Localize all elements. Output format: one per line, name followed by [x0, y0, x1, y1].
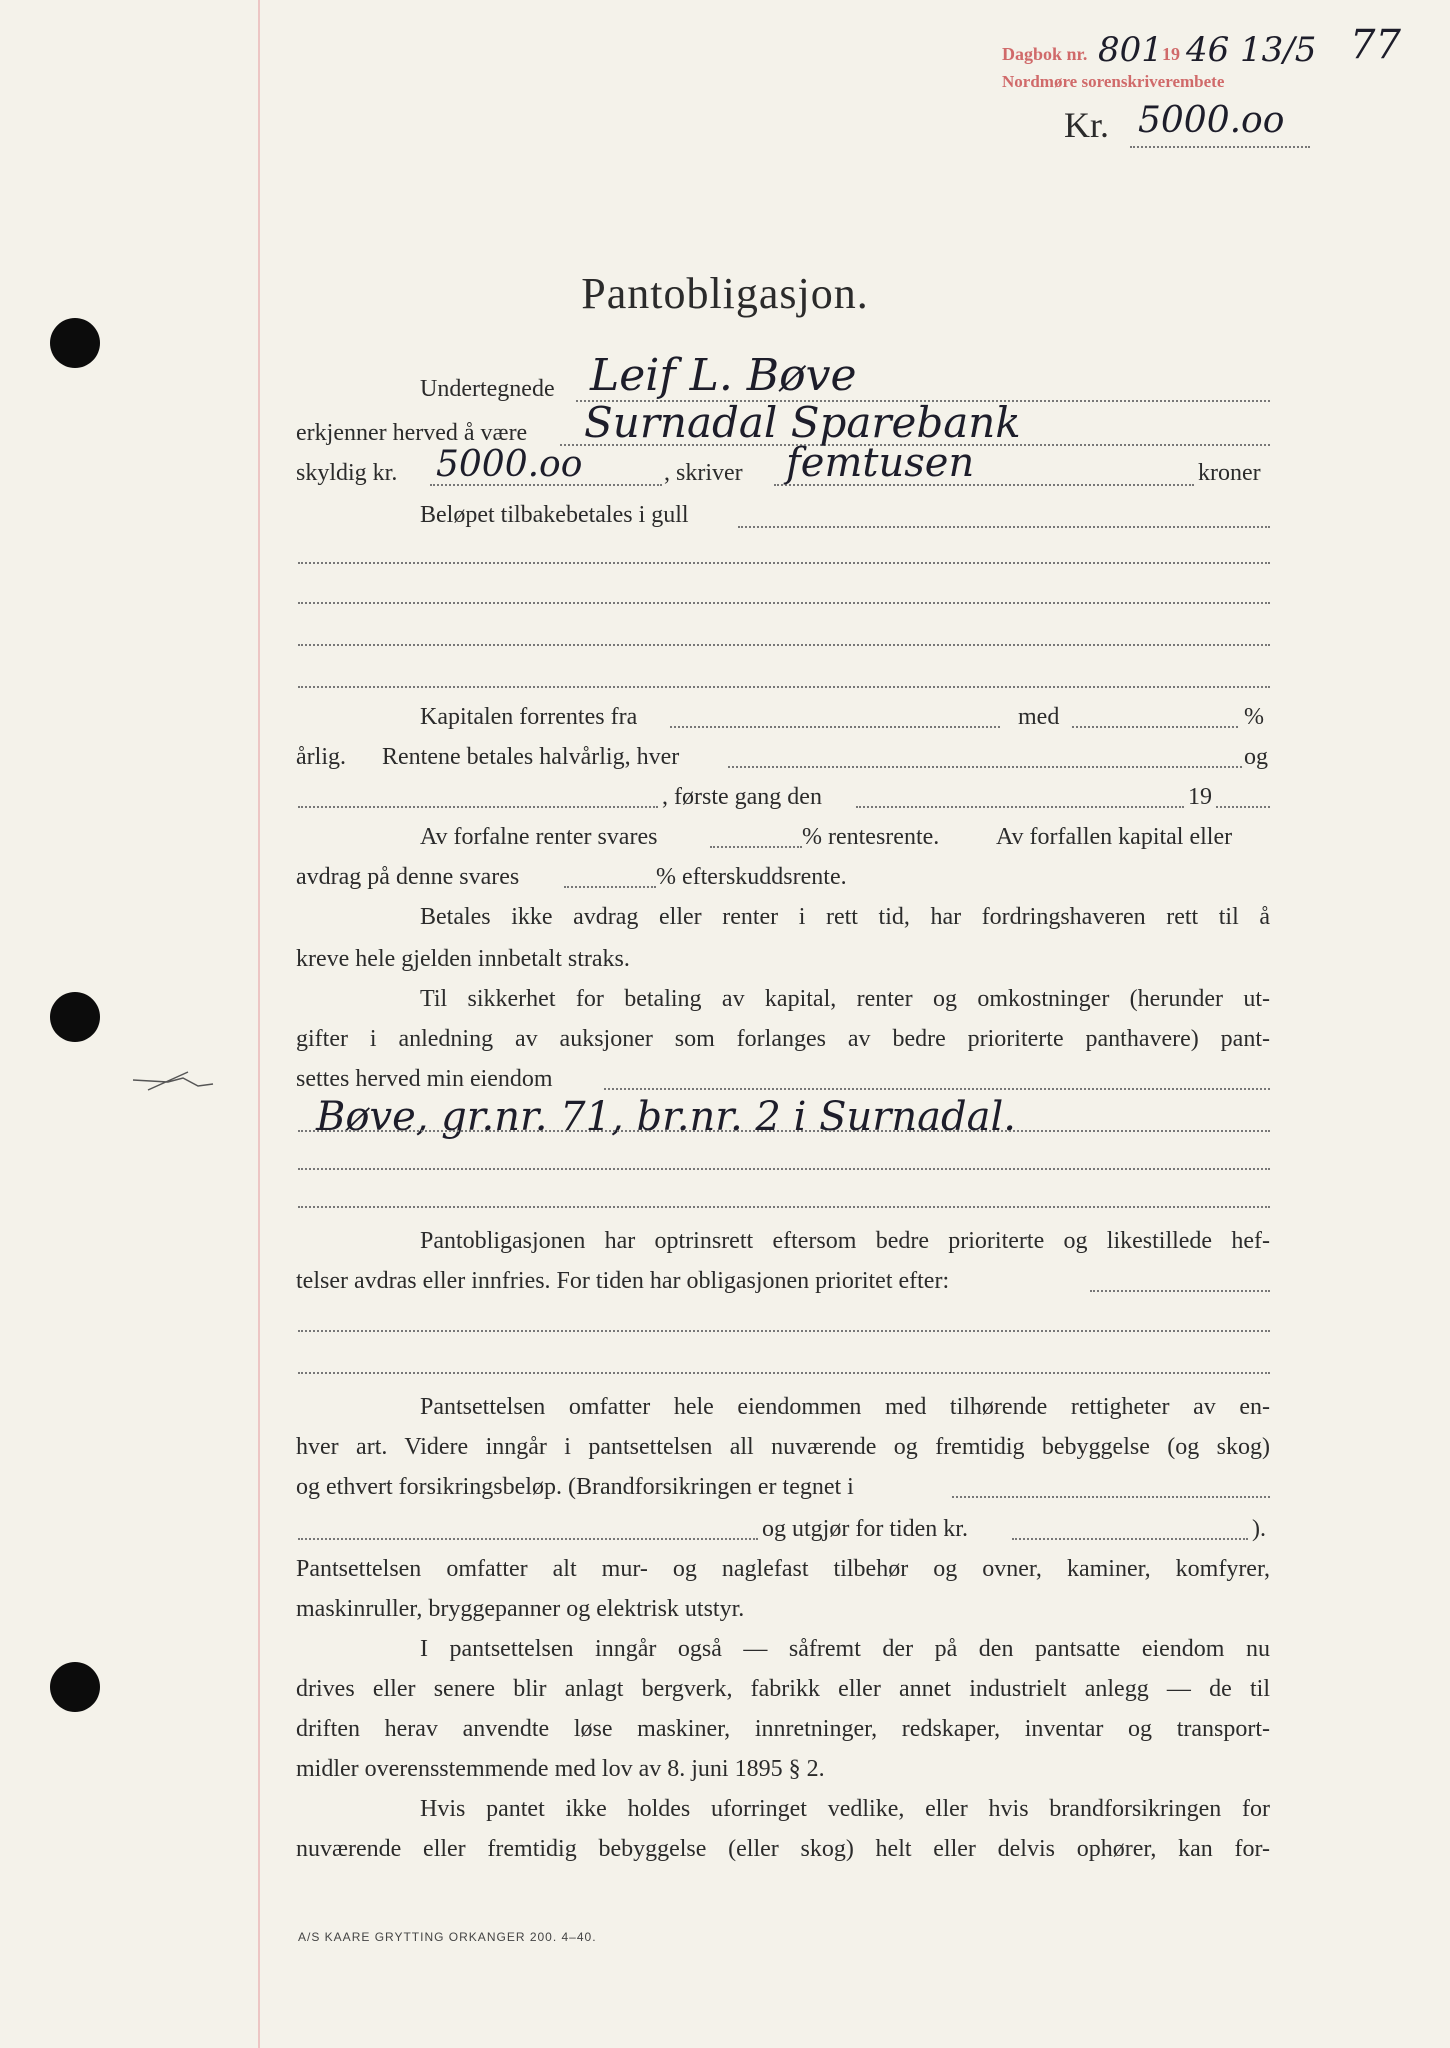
punch-hole: [50, 1662, 100, 1712]
av-forfallen-label: Av forfallen kapital eller: [996, 824, 1233, 850]
kr-amount: 5000.oo: [1138, 100, 1285, 141]
page-number: 77: [1350, 22, 1401, 68]
skyldig-label: skyldig kr.: [296, 460, 398, 486]
utgjor-label: og utgjør for tiden kr.: [762, 1516, 968, 1542]
court-stamp: Nordmøre sorenskriverembete: [1002, 72, 1225, 91]
creditor-name: Surnadal Sparebank: [584, 398, 1021, 447]
forste-line: [298, 806, 658, 808]
percent-line: [1072, 726, 1238, 728]
kr-amount-line: [1130, 146, 1310, 148]
blank-line: [298, 602, 1270, 604]
dagbok-number: 801: [1098, 30, 1163, 70]
brandforsikring-line-2: [298, 1538, 758, 1540]
blank-line: [298, 686, 1270, 688]
arlig-label: årlig.: [296, 744, 346, 770]
paragraph-line: Pantsettelsen omfatter alt mur- og naglefast tilbehør og ovner, kaminer, komfyrer,: [296, 1556, 1270, 1582]
paragraph-line: driften herav anvendte løse maskiner, innretninger, redskaper, inventar og transport-: [296, 1716, 1270, 1742]
punch-hole: [50, 992, 100, 1042]
med-label: med: [1018, 704, 1060, 730]
dagbok-date: 13/5: [1240, 30, 1317, 70]
rentesrente-line: [710, 846, 802, 848]
kapitalen-label: Kapitalen forrentes fra: [420, 704, 638, 730]
blank-line: [298, 1372, 1270, 1374]
paragraph-line: settes herved min eiendom: [296, 1066, 553, 1092]
av-forfalne-label: Av forfalne renter svares: [420, 824, 658, 850]
year-line: [1216, 806, 1270, 808]
blank-line: [298, 1330, 1270, 1332]
forste-gang-label: , første gang den: [662, 784, 822, 810]
kr-label: Kr.: [1064, 105, 1109, 145]
paragraph-line: I pantsettelsen inngår også — såfremt der på den pantsatte eiendom nu: [420, 1636, 1270, 1662]
blank-line: [298, 644, 1270, 646]
erkjenner-label: erkjenner herved å være: [296, 420, 528, 446]
rentesrente-label: % rentesrente.: [802, 824, 940, 850]
margin-scribble: [128, 1060, 218, 1100]
utgjor-line: [1012, 1538, 1248, 1540]
paragraph-line: Betales ikke avdrag eller renter i rett tid, har fordringshaveren rett til å: [420, 904, 1270, 930]
eiendom-line: [604, 1088, 1270, 1090]
stamp-year-prefix: 19: [1162, 44, 1180, 64]
paragraph-line: gifter i anledning av auksjoner som forlanges av bedre prioriterte panthavere) pant-: [296, 1026, 1270, 1052]
percent-sign: %: [1244, 704, 1264, 730]
avdrag-label: avdrag på denne svares: [296, 864, 520, 890]
property-description: Bøve, gr.nr. 71, br.nr. 2 i Surnadal.: [316, 1094, 1016, 1140]
paragraph-line: maskinruller, bryggepanner og elektrisk utstyr.: [296, 1596, 745, 1622]
prioritet-line: [1090, 1290, 1270, 1292]
document-title: Pantobligasjon.: [581, 269, 869, 318]
blank-line: [298, 1206, 1270, 1208]
paragraph-line: Til sikkerhet for betaling av kapital, renter og omkostninger (herunder ut-: [420, 986, 1270, 1012]
punch-hole: [50, 318, 100, 368]
utgjor-close: ).: [1252, 1516, 1266, 1542]
debtor-name: Leif L. Bøve: [590, 350, 857, 401]
rentene-label: Rentene betales halvårlig, hver: [382, 744, 680, 770]
year-prefix: 19: [1188, 784, 1212, 810]
paragraph-line: Pantobligasjonen har optrinsrett eftersom bedre prioriterte og likestillede hef-: [420, 1228, 1270, 1254]
undertegnede-label: Undertegnede: [420, 376, 555, 402]
paragraph-line: Hvis pantet ikke holdes uforringet vedlike, eller hvis brandforsikringen for: [420, 1796, 1270, 1822]
efterskuddsrente-label: % efterskuddsrente.: [656, 864, 847, 890]
rentene-line: [728, 766, 1242, 768]
kapitalen-line: [670, 726, 1000, 728]
blank-line: [298, 562, 1270, 564]
amount-digits: 5000.oo: [436, 444, 583, 485]
paragraph-line: hver art. Videre inngår i pantsettelsen all nuværende og fremtidig bebyggelse (og skog): [296, 1434, 1270, 1460]
dagbok-year: 46: [1186, 30, 1230, 70]
paragraph-line: drives eller senere blir anlagt bergverk, fabrikk eller annet industrielt anlegg — de til: [296, 1676, 1270, 1702]
gull-label: Beløpet tilbakebetales i gull: [420, 502, 689, 528]
kroner-label: kroner: [1198, 460, 1261, 486]
amount-words: femtusen: [786, 440, 975, 486]
printer-imprint: A/S KAARE GRYTTING ORKANGER 200. 4–40.: [298, 1930, 597, 1944]
skriver-label: , skriver: [664, 460, 743, 486]
property-line: [298, 1130, 1270, 1132]
brandforsikring-line: [952, 1496, 1270, 1498]
blank-line: [298, 1168, 1270, 1170]
paragraph-line: nuværende eller fremtidig bebyggelse (eller skog) helt eller delvis ophører, kan for-: [296, 1836, 1270, 1862]
forste-gang-line: [856, 806, 1184, 808]
paragraph-line: kreve hele gjelden innbetalt straks.: [296, 946, 630, 972]
og-label: og: [1244, 744, 1268, 770]
paragraph-line: midler overensstemmende med lov av 8. juni 1895 § 2.: [296, 1756, 825, 1782]
gull-line: [738, 526, 1270, 528]
paragraph-line: og ethvert forsikringsbeløp. (Brandforsikringen er tegnet i: [296, 1474, 854, 1500]
dagbok-stamp-label: Dagbok nr.: [1002, 44, 1088, 64]
paragraph-line: telser avdras eller innfries. For tiden har obligasjonen prioritet efter:: [296, 1268, 950, 1294]
paragraph-line: Pantsettelsen omfatter hele eiendommen med tilhørende rettigheter av en-: [420, 1394, 1270, 1420]
efterskudd-line: [564, 886, 656, 888]
